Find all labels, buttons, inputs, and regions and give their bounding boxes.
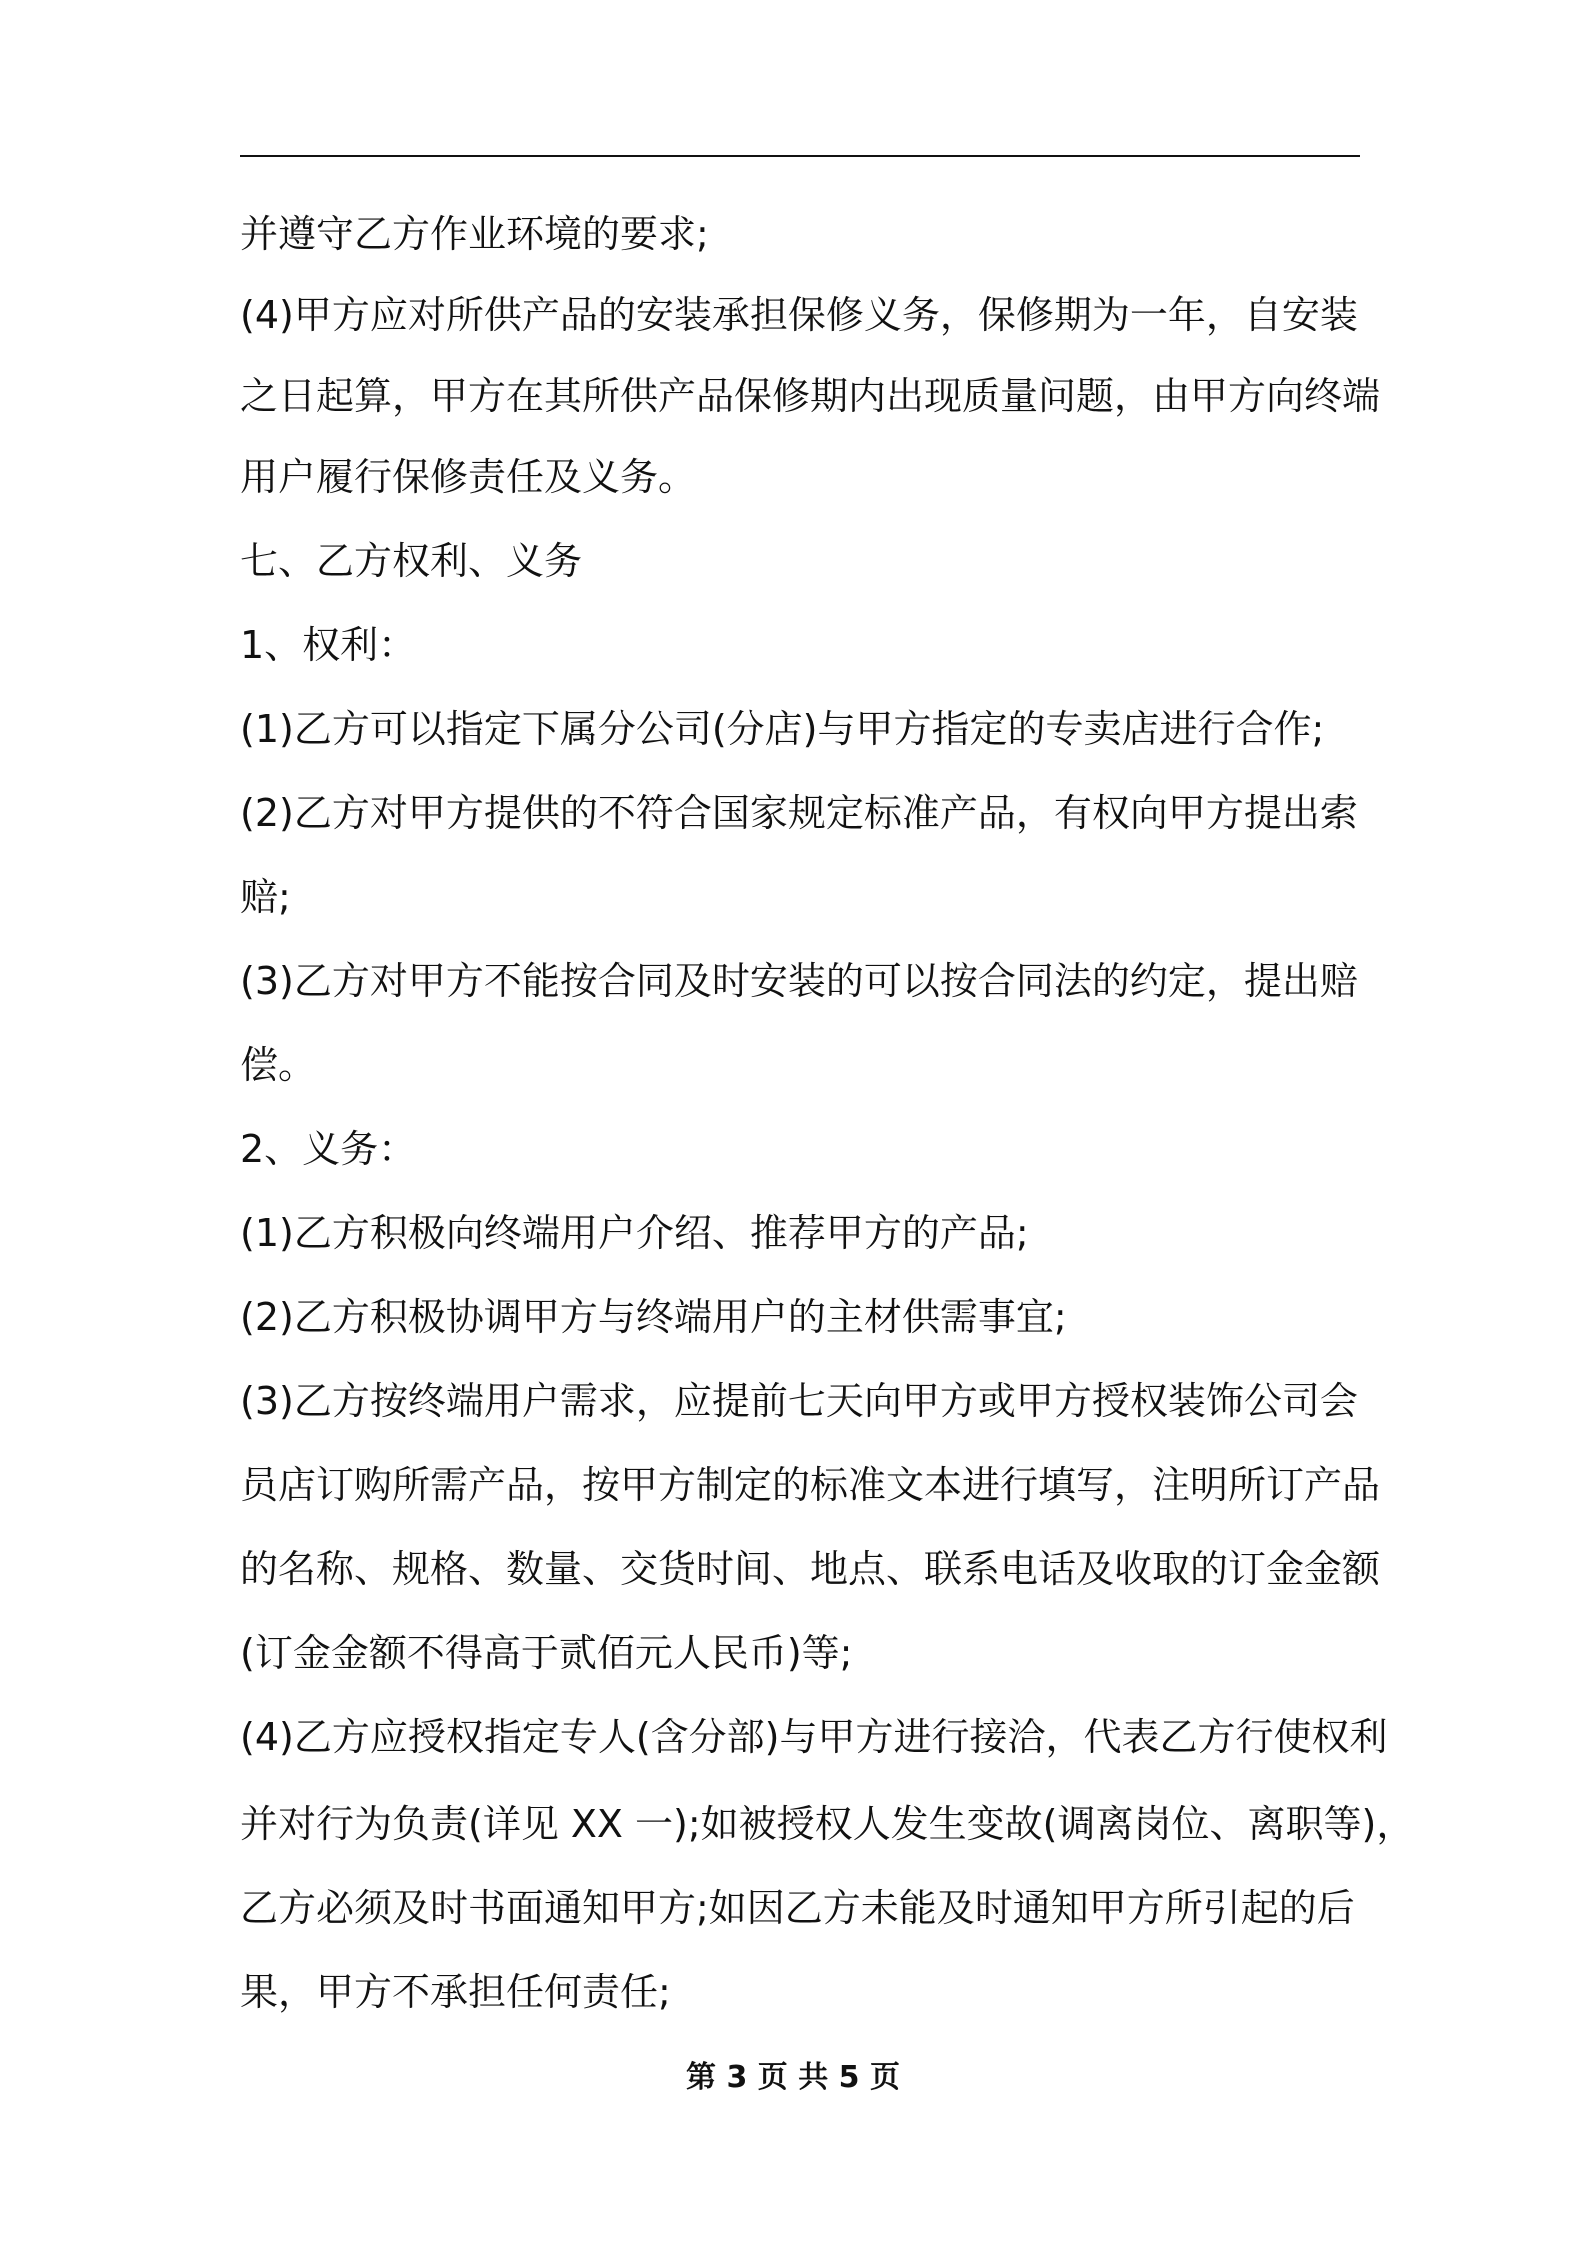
- text-line: (订金金额不得高于贰佰元人民币)等;: [240, 1631, 853, 1675]
- text-line: 并对行为负责(详见 XX 一);如被授权人发生变故(调离岗位、离职等)，: [240, 1802, 1415, 1846]
- text-line: 偿。: [240, 1043, 317, 1087]
- header-rule: [240, 155, 1360, 157]
- text-line: (4)乙方应授权指定专人(含分部)与甲方进行接洽，代表乙方行使权利: [240, 1715, 1388, 1759]
- text-line: (4)甲方应对所供产品的安装承担保修义务，保修期为一年，自安装: [240, 293, 1358, 337]
- text-line: 赔;: [240, 875, 291, 919]
- text-line: 并遵守乙方作业环境的要求;: [240, 212, 709, 256]
- section-heading: 七、乙方权利、义务: [240, 539, 583, 583]
- text-line: 果，甲方不承担任何责任;: [240, 1970, 671, 2014]
- subsection-heading: 2、义务：: [240, 1127, 417, 1171]
- text-line: (2)乙方积极协调甲方与终端用户的主材供需事宜;: [240, 1295, 1067, 1339]
- subsection-heading: 1、权利：: [240, 623, 417, 667]
- text-line: (2)乙方对甲方提供的不符合国家规定标准产品，有权向甲方提出索: [240, 791, 1358, 835]
- text-line: (1)乙方积极向终端用户介绍、推荐甲方的产品;: [240, 1211, 1029, 1255]
- text-line: 的名称、规格、数量、交货时间、地点、联系电话及收取的订金金额: [240, 1547, 1381, 1591]
- text-line: 员店订购所需产品，按甲方制定的标准文本进行填写，注明所订产品: [240, 1463, 1381, 1507]
- text-line: 乙方必须及时书面通知甲方;如因乙方未能及时通知甲方所引起的后: [240, 1886, 1355, 1930]
- text-line: 之日起算，甲方在其所供产品保修期内出现质量问题，由甲方向终端: [240, 374, 1381, 418]
- text-line: (3)乙方对甲方不能按合同及时安装的可以按合同法的约定，提出赔: [240, 959, 1358, 1003]
- text-line: 用户履行保修责任及义务。: [240, 455, 697, 499]
- page-number-label: 第 3 页 共 5 页: [686, 2060, 900, 2095]
- text-line: (3)乙方按终端用户需求，应提前七天向甲方或甲方授权装饰公司会: [240, 1379, 1358, 1423]
- text-line: (1)乙方可以指定下属分公司(分店)与甲方指定的专卖店进行合作;: [240, 707, 1325, 751]
- page-footer: [0, 2058, 1586, 2098]
